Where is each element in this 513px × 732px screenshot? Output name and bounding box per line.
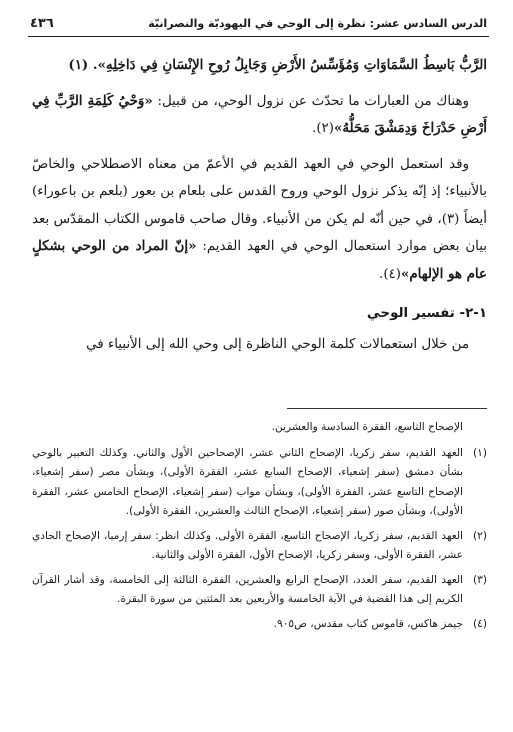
footnote-number: (٤)	[473, 617, 487, 630]
paragraph-revelation-descent: وهناك من العبارات ما تحدّث عن نزول الوحي، من قبيل: «وَحْيُ كَلِمَةِ الرَّبِّ فِي أَرْضِ حَدْرَاخَ وَدِمَشْقَ مَحَلُّهُ»(٢).	[32, 92, 487, 136]
scripture-quote: «وَحْيُ كَلِمَةِ الرَّبِّ فِي أَرْضِ حَدْرَاخَ وَدِمَشْقَ مَحَلُّهُ»	[32, 92, 487, 136]
paragraph-interpretation: من خلال استعمالات كلمة الوحي الناظرة إلى وحي الله إلى الأنبياء في	[86, 336, 469, 352]
dictionary-quote: «إنّ المراد من الوحي بشكلٍ عام هو الإلهام»	[32, 238, 487, 282]
footnote-ref: (٢)	[316, 121, 334, 136]
header-rule	[28, 36, 489, 37]
footnote-rule	[287, 408, 487, 409]
footnote-1	[32, 444, 487, 522]
footnote-text: العهد القديم، سفر زكريا، الإصحاح التاسع، الفقرة الأولى. وكذلك انظر: سفر إرميا، الإصحاح الحادي عشر، الفقرة الأولى، وسفر زكريا، الإصحاح الأول، الفقرة الأولى والثانية.	[32, 529, 463, 561]
footnote-ref: (٤)	[383, 266, 401, 282]
paragraph-text: وهناك من العبارات ما تحدّث عن نزول الوحي، من قبيل:	[152, 93, 469, 109]
page-number: ٤٣٦	[30, 15, 54, 31]
footnote-text: العهد القديم، سفر العدد، الإصحاح الرابع والعشرين، الفقرة الثالثة إلى الخامسة، وقد أشار القرآن الكريم إلى هذا القضية في الآية الخامسة والأربعين بعد المئتين من سورة البقرة.	[32, 573, 463, 605]
running-header	[30, 12, 487, 34]
footnote-number: (٢)	[473, 529, 487, 542]
footnote-text: جيمز هاكس، قاموس كتاب مقدس، ص٩٠٥.	[273, 617, 463, 630]
running-title: الدرس السادس عشر: نظرة إلى الوحي في اليهوديّة والنصرانيّة	[148, 16, 487, 30]
paragraph-general-usage: وقد استعمل الوحي في العهد القديم في الأعمّ من معناه الاصطلاحي والخاصّ بالأنبياء؛ إذ إنّه يذكر نزول الوحي وروح القدس على بلعام بن بعور (بلعم بن باعوراء) أيضاً (٣)، في حين أنّه لم يكن من الأنبياء. وقال صاحب قاموس الكتاب المقدّس بعد بيان بعض موارد استعمال الوحي في العهد القديم: «إنّ المراد من الوحي بشكلٍ عام هو الإلهام»(٤).	[32, 156, 487, 282]
footnote-continuation: الإصحاح التاسع، الفقرة السادسة والعشرين.	[271, 421, 463, 433]
paragraph-text: وقد استعمل الوحي في العهد القديم في الأعمّ من معناه الاصطلاحي والخاصّ بالأنبياء؛ إذ إنّه يذكر نزول الوحي وروح القدس على بلعام بن بعور (بلعم بن باعوراء) أيضاً (٣)، في حين أنّه لم يكن من الأنبياء. وقال صاحب قاموس الكتاب المقدّس بعد بيان بعض موارد استعمال الوحي في العهد القديم:	[32, 156, 487, 254]
main-text	[32, 52, 487, 358]
quote-continuation: الرَّبُّ بَاسِطُ السَّمَاوَاتِ وَمُؤَسِّسُ الأَرْضِ وَجَابِلُ رُوحِ الإِنْسَانِ فِي دَاخِلِهِ». (١)	[68, 57, 487, 73]
footnote-number: (١)	[473, 446, 487, 459]
footnote-4	[32, 615, 487, 635]
section-heading: ١-٢- تفسير الوحي	[366, 306, 487, 321]
footnote-2	[32, 527, 487, 566]
footnote-text: العهد القديم، سفر زكريا، الإصحاح الثاني عشر، الإصحاحين الأول والثاني. وكذلك التعبير بالوحي بشأن دمشق (سفر إشعياء، الإصحاح السابع عشر، الفقرة الأولى)، وبشأن مصر (سفر إشعياء، الإصحاح التاسع عشر، الفقرة الأولى)، وبشأن مواب (سفر إشعياء، الإصحاح الخامس عشر، الفقرة الأولى)، وبشأن صور (سفر إشعياء، الإصحاح الثالث والعشرين، الفقرة الأولى).	[32, 446, 463, 517]
footnotes	[32, 418, 487, 639]
footnote-number: (٣)	[473, 573, 487, 586]
footnote-3	[32, 571, 487, 610]
